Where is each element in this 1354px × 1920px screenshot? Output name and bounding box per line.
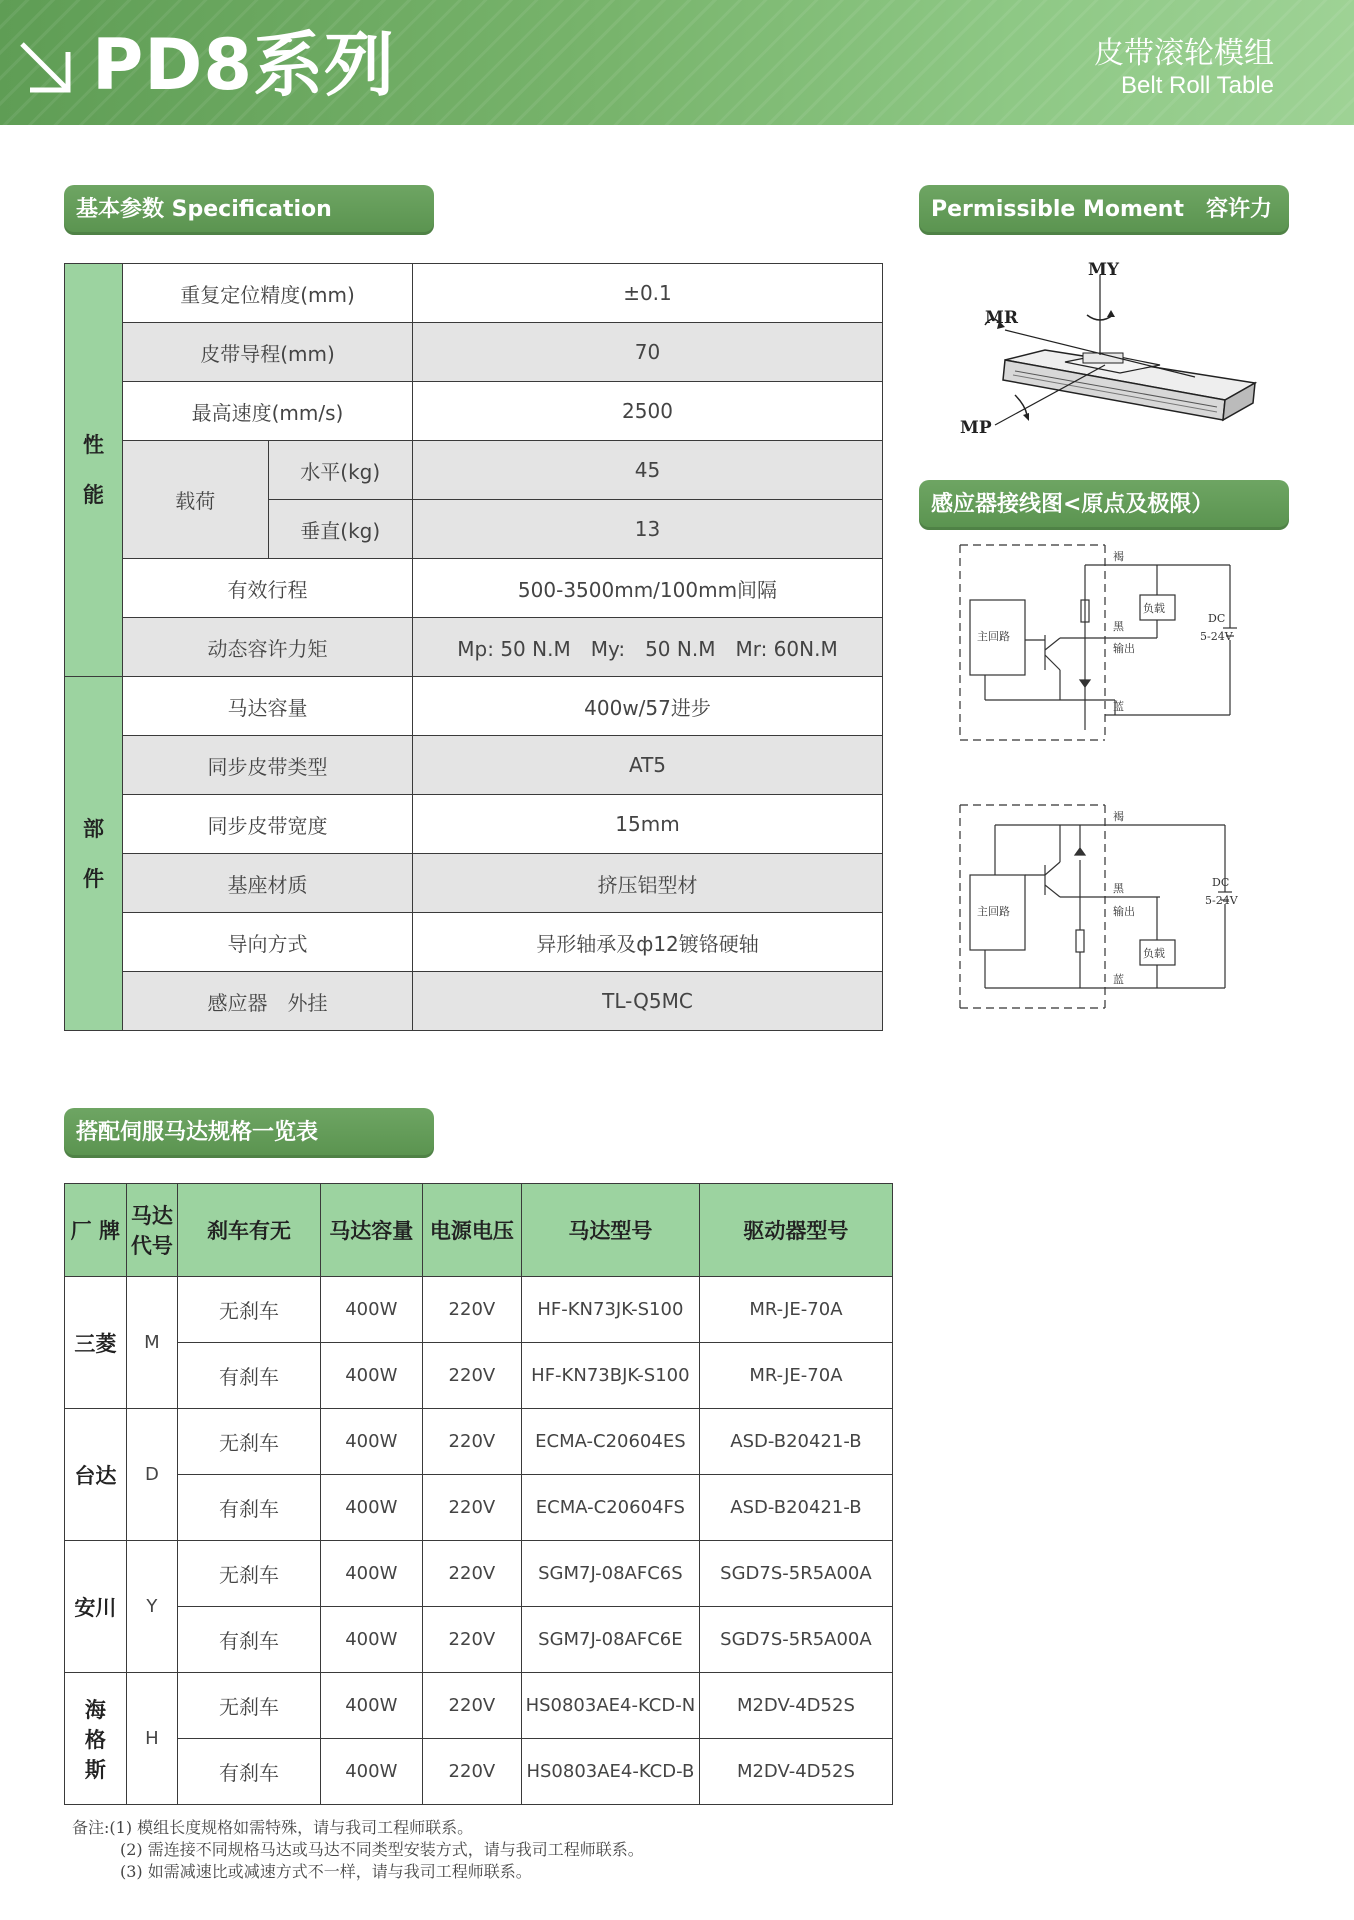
page-title: PD8系列	[92, 24, 396, 106]
motor-code-cell: M	[126, 1277, 178, 1409]
spec-value: ±0.1	[413, 264, 883, 323]
blue-wire-label: 蓝	[1113, 973, 1124, 986]
brown-wire-label: 褐	[1113, 550, 1124, 563]
motor-section-title: 搭配伺服马达规格一览表	[64, 1108, 434, 1158]
spec-label: 最高速度(mm/s)	[123, 382, 413, 441]
cap-cell: 400W	[320, 1673, 422, 1739]
spec-label: 感应器 外挂	[123, 972, 413, 1031]
cap-cell: 400W	[320, 1475, 422, 1541]
model-cell: SGM7J-08AFC6S	[521, 1541, 699, 1607]
model-cell: HF-KN73BJK-S100	[521, 1343, 699, 1409]
table-row	[65, 1541, 893, 1607]
sensor-wiring-diagram-pnp	[955, 800, 1253, 1015]
output-label: 输出	[1113, 642, 1135, 655]
table-row	[65, 1277, 893, 1343]
subtitle-en: Belt Roll Table	[1121, 72, 1274, 99]
spec-label: 皮带导程(mm)	[123, 323, 413, 382]
table-row	[65, 1607, 893, 1673]
brake-cell: 无刹车	[178, 1277, 321, 1343]
spec-label: 动态容许力矩	[123, 618, 413, 677]
spec-value: TL-Q5MC	[413, 972, 883, 1031]
sensor-wiring-diagram-npn	[955, 540, 1253, 750]
blue-wire-label: 蓝	[1113, 700, 1124, 713]
mr-label: MR	[985, 308, 1018, 328]
spec-value: 15mm	[413, 795, 883, 854]
column-header: 电源电压	[422, 1184, 521, 1277]
table-row	[65, 1739, 893, 1805]
arrow-down-right-icon	[16, 38, 76, 98]
spec-sublabel: 水平(kg)	[268, 441, 413, 500]
driver-cell: M2DV-4D52S	[699, 1739, 892, 1805]
moment-section-title: Permissible Moment 容许力矩	[919, 185, 1289, 235]
note-line: 备注:(1) 模组长度规格如需特殊，请与我司工程师联系。	[72, 1818, 474, 1837]
spec-label: 同步皮带类型	[123, 736, 413, 795]
brake-cell: 无刹车	[178, 1409, 321, 1475]
volt-cell: 220V	[422, 1541, 521, 1607]
model-cell: SGM7J-08AFC6E	[521, 1607, 699, 1673]
table-row	[65, 1673, 893, 1739]
column-header: 马达 代号	[126, 1184, 178, 1277]
spec-value: 70	[413, 323, 883, 382]
table-row	[65, 1409, 893, 1475]
wiring-section-title: 感应器接线图<原点及极限）	[919, 480, 1289, 530]
spec-value: 2500	[413, 382, 883, 441]
motor-code-cell: H	[126, 1673, 178, 1805]
cap-cell: 400W	[320, 1277, 422, 1343]
cap-cell: 400W	[320, 1607, 422, 1673]
spec-value: 45	[413, 441, 883, 500]
spec-label: 同步皮带宽度	[123, 795, 413, 854]
spec-sublabel: 垂直(kg)	[268, 500, 413, 559]
brake-cell: 无刹车	[178, 1673, 321, 1739]
group-parts: 部 件	[65, 677, 123, 1031]
mp-label: MP	[960, 418, 992, 438]
cap-cell: 400W	[320, 1409, 422, 1475]
spec-label: 有效行程	[123, 559, 413, 618]
brake-cell: 有刹车	[178, 1475, 321, 1541]
main-circuit-label: 主回路	[977, 630, 1010, 643]
spec-value: 500-3500mm/100mm间隔	[413, 559, 883, 618]
driver-cell: SGD7S-5R5A00A	[699, 1541, 892, 1607]
model-cell: ECMA-C20604FS	[521, 1475, 699, 1541]
black-wire-label: 黑	[1113, 620, 1124, 633]
brand-cell: 海 格 斯	[65, 1673, 127, 1805]
subtitle-cn: 皮带滚轮模组	[1094, 36, 1274, 71]
spec-label: 马达容量	[123, 677, 413, 736]
spec-value: AT5	[413, 736, 883, 795]
spec-label: 导向方式	[123, 913, 413, 972]
driver-cell: SGD7S-5R5A00A	[699, 1607, 892, 1673]
dc-label: DC	[1208, 612, 1226, 625]
model-cell: HF-KN73JK-S100	[521, 1277, 699, 1343]
motor-code-cell: Y	[126, 1541, 178, 1673]
voltage-label: 5-24V	[1205, 894, 1238, 907]
volt-cell: 220V	[422, 1475, 521, 1541]
black-wire-label: 黑	[1113, 882, 1124, 895]
model-cell: ECMA-C20604ES	[521, 1409, 699, 1475]
note-line: (3) 如需减速比或减速方式不一样，请与我司工程师联系。	[72, 1862, 532, 1881]
permissible-moment-diagram	[955, 255, 1277, 445]
brake-cell: 无刹车	[178, 1541, 321, 1607]
motor-spec-table	[64, 1183, 893, 1805]
note-line: (2) 需连接不同规格马达或马达不同类型安装方式，请与我司工程师联系。	[72, 1840, 644, 1859]
model-cell: HS0803AE4-KCD-N	[521, 1673, 699, 1739]
column-header: 马达型号	[521, 1184, 699, 1277]
table-row	[65, 1343, 893, 1409]
column-header: 刹车有无	[178, 1184, 321, 1277]
brand-cell: 安川	[65, 1541, 127, 1673]
column-header: 厂 牌	[65, 1184, 127, 1277]
spec-label: 载荷	[123, 441, 269, 559]
spec-label: 基座材质	[123, 854, 413, 913]
column-header: 驱动器型号	[699, 1184, 892, 1277]
load-label: 负载	[1143, 947, 1165, 960]
brake-cell: 有刹车	[178, 1739, 321, 1805]
volt-cell: 220V	[422, 1673, 521, 1739]
output-label: 输出	[1113, 905, 1135, 918]
spec-value: 异形轴承及ф12镀铬硬轴	[413, 913, 883, 972]
spec-value: 13	[413, 500, 883, 559]
my-label: MY	[1088, 260, 1119, 280]
group-performance: 性 能	[65, 264, 123, 677]
brand-cell: 台达	[65, 1409, 127, 1541]
main-circuit-label: 主回路	[977, 905, 1010, 918]
spec-section-title: 基本参数 Specification	[64, 185, 434, 235]
load-label: 负载	[1143, 602, 1165, 615]
dc-label: DC	[1212, 876, 1230, 889]
driver-cell: MR-JE-70A	[699, 1277, 892, 1343]
driver-cell: ASD-B20421-B	[699, 1409, 892, 1475]
volt-cell: 220V	[422, 1607, 521, 1673]
volt-cell: 220V	[422, 1739, 521, 1805]
driver-cell: MR-JE-70A	[699, 1343, 892, 1409]
motor-code-cell: D	[126, 1409, 178, 1541]
cap-cell: 400W	[320, 1541, 422, 1607]
driver-cell: ASD-B20421-B	[699, 1475, 892, 1541]
volt-cell: 220V	[422, 1343, 521, 1409]
spec-table	[64, 263, 883, 1031]
header-banner	[0, 0, 1354, 125]
volt-cell: 220V	[422, 1277, 521, 1343]
spec-value: Mp: 50 N.M My: 50 N.M Mr: 60N.M	[413, 618, 883, 677]
spec-value: 挤压铝型材	[413, 854, 883, 913]
voltage-label: 5-24V	[1200, 630, 1233, 643]
cap-cell: 400W	[320, 1739, 422, 1805]
brown-wire-label: 褐	[1113, 810, 1124, 823]
model-cell: HS0803AE4-KCD-B	[521, 1739, 699, 1805]
table-row	[65, 1475, 893, 1541]
cap-cell: 400W	[320, 1343, 422, 1409]
driver-cell: M2DV-4D52S	[699, 1673, 892, 1739]
brake-cell: 有刹车	[178, 1607, 321, 1673]
brake-cell: 有刹车	[178, 1343, 321, 1409]
spec-value: 400w/57进步	[413, 677, 883, 736]
column-header: 马达容量	[320, 1184, 422, 1277]
volt-cell: 220V	[422, 1409, 521, 1475]
notes	[72, 1817, 644, 1883]
spec-label: 重复定位精度(mm)	[123, 264, 413, 323]
brand-cell: 三菱	[65, 1277, 127, 1409]
